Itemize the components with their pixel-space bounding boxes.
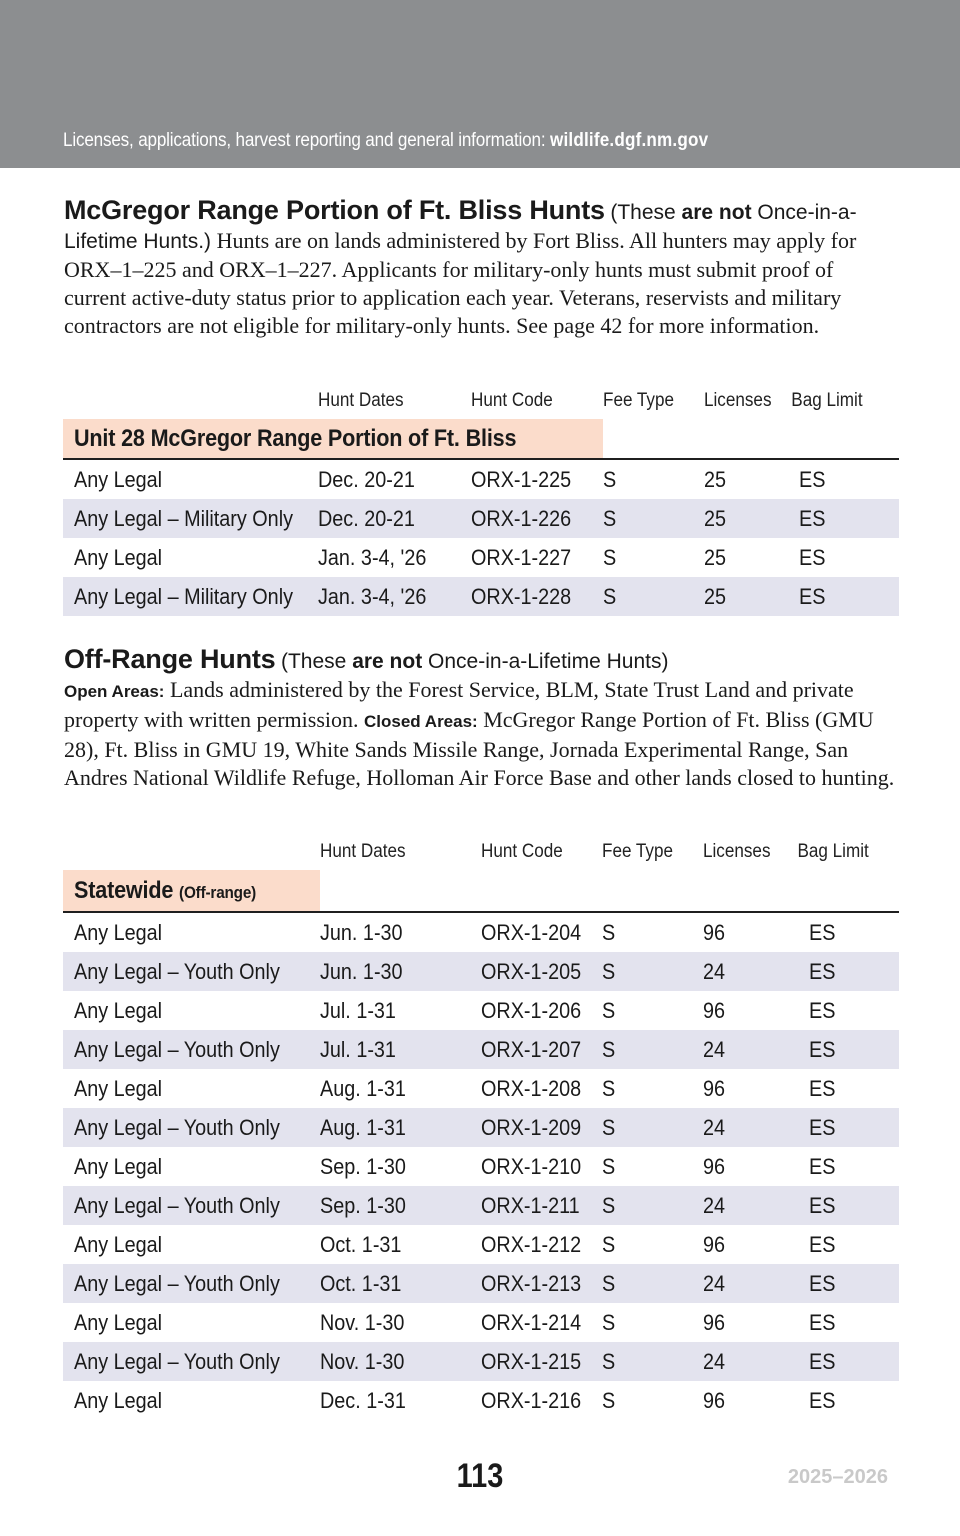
cell-fee: S	[602, 997, 616, 1023]
mcgregor-hunt-table	[63, 383, 899, 616]
cell-desc: Any Legal	[74, 1153, 163, 1179]
cell-bag: ES	[809, 1192, 836, 1218]
cell-licenses: 24 ES	[703, 1264, 899, 1303]
table-group-row	[63, 870, 899, 912]
table-row	[63, 1264, 899, 1303]
cell-dates: Nov. 1-30	[320, 1342, 481, 1381]
cell-code: ORX-1-206	[481, 997, 582, 1023]
header-info	[63, 130, 708, 152]
cell-dates: Dec. 1-31	[320, 1387, 406, 1413]
cell-dates: Nov. 1-30	[320, 1309, 405, 1335]
cell-code: ORX-1-213	[481, 1264, 602, 1303]
cell-bag: ES	[799, 466, 826, 492]
cell-desc: Any Legal	[74, 1387, 163, 1413]
cell-bag: ES	[809, 997, 836, 1023]
cell-desc: Any Legal – Youth Only	[63, 1264, 320, 1303]
cell-bag: ES	[799, 583, 826, 609]
cell-code: ORX-1-208	[481, 1075, 582, 1101]
cell-dates: Sep. 1-30	[320, 1153, 406, 1179]
cell-bag: ES	[799, 544, 826, 570]
cell-desc: Any Legal – Military Only	[63, 499, 318, 538]
cell-licenses: 96 ES	[703, 1153, 836, 1179]
offrange-intro	[64, 645, 899, 792]
cell-fee: S	[603, 577, 704, 616]
cell-dates: Dec. 20-21	[318, 499, 471, 538]
group-name: Statewide (Off-range)	[63, 870, 320, 912]
table-row	[63, 1225, 899, 1264]
cell-dates: Jan. 3-4, '26	[318, 577, 471, 616]
table-row	[63, 1186, 899, 1225]
cell-fee: S	[602, 1108, 703, 1147]
offrange-title: Off-Range Hunts	[64, 644, 276, 674]
cell-dates: Aug. 1-31	[320, 1108, 481, 1147]
cell-desc: Any Legal	[74, 544, 163, 570]
cell-licenses: 25 ES	[704, 466, 826, 492]
cell-licenses: 96 ES	[703, 997, 836, 1023]
cell-licenses: 24 ES	[703, 1186, 899, 1225]
cell-fee: S	[602, 919, 616, 945]
cell-fee: S	[602, 1264, 703, 1303]
cell-licenses: 96 ES	[703, 1231, 836, 1257]
cell-bag: ES	[809, 1387, 836, 1413]
cell-desc: Any Legal – Youth Only	[63, 1186, 320, 1225]
table-row	[63, 1381, 899, 1420]
cell-desc: Any Legal	[74, 1309, 163, 1335]
cell-desc: Any Legal – Youth Only	[63, 952, 320, 991]
cell-bag: ES	[809, 1114, 836, 1140]
cell-fee: S	[602, 952, 703, 991]
cell-licenses: 25 ES	[704, 499, 899, 538]
open-areas-text: Lands administered by the Forest Service, BLM, State Trust Land and private property with written permission.	[64, 677, 854, 732]
table-row	[63, 538, 899, 577]
cell-dates: Jul. 1-31	[320, 997, 396, 1023]
cell-fee: S	[602, 1075, 616, 1101]
offrange-hunt-table	[63, 834, 899, 1420]
cell-fee: S	[602, 1309, 616, 1335]
edition-year: 2025–2026	[787, 1466, 888, 1488]
closed-areas-label: Closed Areas:	[364, 712, 478, 731]
cell-bag: ES	[809, 1153, 836, 1179]
cell-dates: Jun. 1-30	[320, 952, 481, 991]
cell-dates: Oct. 1-31	[320, 1231, 402, 1257]
table-row	[63, 991, 899, 1030]
col-fee-type: Fee Type	[603, 390, 674, 411]
cell-licenses: 24 ES	[703, 1342, 899, 1381]
cell-code: ORX-1-216	[481, 1387, 582, 1413]
cell-desc: Any Legal	[74, 997, 163, 1023]
cell-code: ORX-1-214	[481, 1309, 582, 1335]
cell-licenses: 24 ES	[703, 1030, 899, 1069]
cell-desc: Any Legal – Youth Only	[63, 1030, 320, 1069]
mcgregor-note: (These are not Once-in-a-Lifetime Hunts.)	[64, 201, 857, 253]
table-row	[63, 1342, 899, 1381]
cell-code: ORX-1-228	[471, 577, 603, 616]
table-group-row	[63, 419, 899, 459]
col-licenses-bag: Licenses Bag Limit	[703, 841, 869, 862]
cell-dates: Jul. 1-31	[320, 1030, 481, 1069]
cell-desc: Any Legal	[74, 1075, 163, 1101]
cell-bag: ES	[809, 1231, 836, 1257]
header-website-link[interactable]: wildlife.dgf.nm.gov	[549, 130, 709, 151]
table-row	[63, 952, 899, 991]
cell-code: ORX-1-211	[481, 1186, 602, 1225]
cell-code: ORX-1-227	[471, 544, 572, 570]
cell-desc: Any Legal – Youth Only	[63, 1108, 320, 1147]
cell-bag: ES	[809, 919, 836, 945]
cell-licenses: 24 ES	[703, 952, 899, 991]
cell-bag: ES	[809, 1270, 836, 1296]
cell-desc: Any Legal	[74, 1231, 163, 1257]
cell-dates: Oct. 1-31	[320, 1264, 481, 1303]
table-header-row	[63, 383, 899, 419]
offrange-rows	[63, 912, 899, 1420]
cell-fee: S	[603, 544, 617, 570]
open-areas-label: Open Areas:	[64, 682, 165, 701]
group-name: Unit 28 McGregor Range Portion of Ft. Bliss	[63, 419, 603, 459]
offrange-note: (These are not Once-in-a-Lifetime Hunts)	[280, 650, 669, 673]
cell-fee: S	[602, 1342, 703, 1381]
cell-desc: Any Legal	[74, 919, 163, 945]
mcgregor-intro	[64, 196, 899, 340]
col-hunt-code: Hunt Code	[471, 390, 553, 411]
cell-dates: Dec. 20-21	[318, 466, 415, 492]
cell-code: ORX-1-210	[481, 1153, 582, 1179]
table-row	[63, 912, 899, 952]
col-fee-type: Fee Type	[602, 841, 673, 862]
col-hunt-dates: Hunt Dates	[320, 841, 406, 862]
table-row	[63, 577, 899, 616]
cell-code: ORX-1-207	[481, 1030, 602, 1069]
cell-licenses: 96 ES	[703, 1309, 836, 1335]
cell-licenses: 96 ES	[703, 919, 836, 945]
cell-licenses: 24 ES	[703, 1108, 899, 1147]
cell-bag: ES	[809, 958, 836, 984]
cell-licenses: 25 ES	[704, 544, 826, 570]
col-hunt-dates: Hunt Dates	[318, 390, 404, 411]
cell-fee: S	[603, 466, 617, 492]
table-row	[63, 459, 899, 499]
cell-code: ORX-1-225	[471, 466, 572, 492]
table-row	[63, 499, 899, 538]
cell-desc: Any Legal – Military Only	[63, 577, 318, 616]
cell-bag: ES	[809, 1036, 836, 1062]
table-header-row	[63, 834, 899, 870]
cell-code: ORX-1-215	[481, 1342, 602, 1381]
cell-bag: ES	[799, 505, 826, 531]
offrange-section	[64, 645, 899, 792]
cell-fee: S	[602, 1030, 703, 1069]
cell-licenses: 96 ES	[703, 1387, 836, 1413]
cell-dates: Aug. 1-31	[320, 1075, 406, 1101]
mcgregor-section	[64, 196, 899, 340]
cell-code: ORX-1-226	[471, 499, 603, 538]
cell-fee: S	[603, 499, 704, 538]
mcgregor-rows	[63, 459, 899, 616]
cell-code: ORX-1-205	[481, 952, 602, 991]
table-row	[63, 1069, 899, 1108]
cell-dates: Jun. 1-30	[320, 919, 403, 945]
table-row	[63, 1108, 899, 1147]
cell-desc: Any Legal	[74, 466, 163, 492]
mcgregor-title: McGregor Range Portion of Ft. Bliss Hunts	[64, 195, 605, 225]
cell-fee: S	[602, 1387, 616, 1413]
cell-licenses: 96 ES	[703, 1075, 836, 1101]
page-number: 113	[456, 1457, 504, 1495]
table-row	[63, 1303, 899, 1342]
closed-areas-text: McGregor Range Portion of Ft. Bliss (GMU 28), Ft. Bliss in GMU 19, White Sands Missile Range, Jornada Experimental Range, San Andres National Wildlife Refuge, Holloman Air Force Base and other lands closed to hunting.	[64, 707, 895, 790]
header-info-text: Licenses, applications, harvest reporting and general information:	[63, 130, 546, 151]
table-row	[63, 1030, 899, 1069]
cell-fee: S	[602, 1231, 616, 1257]
cell-code: ORX-1-212	[481, 1231, 582, 1257]
cell-code: ORX-1-209	[481, 1108, 602, 1147]
cell-bag: ES	[809, 1075, 836, 1101]
cell-fee: S	[602, 1153, 616, 1179]
table-row	[63, 1147, 899, 1186]
cell-desc: Any Legal – Youth Only	[63, 1342, 320, 1381]
cell-dates: Jan. 3-4, '26	[318, 544, 427, 570]
col-hunt-code: Hunt Code	[481, 841, 563, 862]
cell-code: ORX-1-204	[481, 919, 582, 945]
cell-dates: Sep. 1-30	[320, 1186, 481, 1225]
col-licenses-bag: Licenses Bag Limit	[704, 390, 863, 411]
cell-licenses: 25 ES	[704, 577, 899, 616]
cell-bag: ES	[809, 1348, 836, 1374]
cell-bag: ES	[809, 1309, 836, 1335]
header-bar	[0, 0, 960, 168]
cell-fee: S	[602, 1186, 703, 1225]
mcgregor-body: Hunts are on lands administered by Fort Bliss. All hunters may apply for ORX–1–225 and ORX–1–227. Applicants for military-only hunts must submit proof of current active-duty status prior to application each year. Veterans, reservists and military contractors are not eligible for military-only hunts. See page 42 for more information.	[64, 228, 857, 338]
